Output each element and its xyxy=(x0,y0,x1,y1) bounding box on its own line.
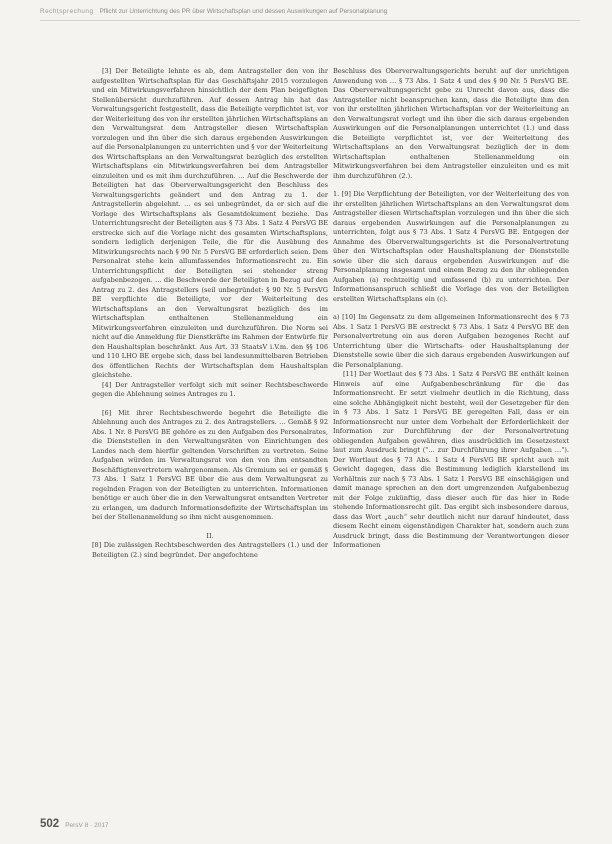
paragraph-10: a) [10] Im Gegensatz zu dem allgemeinen Informationsrecht des § 73 Abs. 1 Satz 1 PersVG BE erstreckt § 73 Abs. 1 Satz 4 PersVG BE den Personalvertretung ein aus deren Aufgaben bezogenes Recht auf Unterrichtung über die Wirtschafts- oder Haushaltsplanung der Dienststelle sowie über die sich daraus ergebenden Auswirkungen auf die Personalplanung. xyxy=(333,313,569,369)
paragraph-6: [6] Mit ihrer Rechtsbeschwerde begehrt die Beteiligte die Ablehnung auch des Antrages zu 2. des Antragstellers. … Gemäß § 92 Abs. 1 Nr. 8 PersVG BE gehöre es zu den Aufgaben des Personalrates, die Dienststellen in den Verwaltungsräten von Einrichtungen des Landes nach dem hierfür geltenden Vorschriften zu vertreten. Seine Aufgaben würden im Verwaltungsrat von den von ihm entsandten Beschäftigtenvertretern wahrgenommen. Als Gremium sei er gemäß § 73 Abs. 1 Satz 1 PersVG BE über die aus dem Verwaltungsrat zu regelnden Fragen von der Beteiligten zu unterrichten. Informationen benötige er auch über die in den Verwaltungsrat entsandten Vertreter zu erlangen, um dadurch Informationsdefizite der Wirtschaftsplan im bei der Stellenanmeldung so ihm nicht ausgenommen. xyxy=(92,408,328,521)
paragraph-11: [11] Der Wortlaut des § 73 Abs. 1 Satz 4 PersVG BE enthält keinen Hinweis auf eine Aufgabenbeschränkung für die das Informationsrecht. Er setzt vielmehr deutlich in die Richtung, dass eine solche Abhängigkeit nicht besteht, weil der Gesetzgeber für den in § 73 Abs. 1 Satz 1 PersVG BE geregelten Fall, dass er ein Informationsrecht nur unter dem Vorbehalt der Erforderlichkeit der Information zur Durchführung der der Personalvertretung obliegenden Aufgaben gewähren, dies ausdrücklich im Gesetzestext laut zum Ausdruck bringt ("… zur Durchführung ihrer Aufgaben …"). Der Wortlaut des § 73 Abs. 1 Satz 4 PersVG BE spricht auch mit Gewicht dagegen, dass die Bestimmung lediglich klarstellend im Verhältnis zur nach § 73 Abs. 1 Satz 1 PersVG BE einschlägigen und damit manage sprechen an den dort umgrenzenden Aufgabenbezug mit der Folge zukünftig, dass dieser auch für das hier in Rede stehende Informationsrecht gilt. Das ergibt sich insbesondere daraus, dass das Wort „auch“ sehr deutlich nicht nur darauf hindeutet, dass diesem Recht einem eigenständigen Charakter hat, sondern auch zum Ausdruck bringt, dass die Bestimmung der Verantwortungen dieser Informationen xyxy=(333,370,569,549)
paragraph-continued: Beschluss des Oberverwaltungsgerichts beruht auf der unrichtigen Anwendung von … § 73 Abs. 1 Satz 4 und des § 90 Nr. 5 PersVG BE. Das Oberverwaltungsgericht gebe zu Unrecht davon aus, dass die Antragsteller nicht beanspruchen kann, dass die Beteiligte ihm den von ihr erstellten jährlichen Wirtschaftsplan vor der Weiterleitung an den Verwaltungsrat vorlegt und ihn über die sich daraus ergebenden Auswirkungen auf die Personalplanungen unterrichtet (1.) und dass die Beteiligte verpflichtet ist, vor der Weiterleitung des Wirtschaftsplans an den Verwaltungsrat bezüglich der in dem Wirtschaftsplan enthaltenen Stellenanmeldung ein Mitwirkungsverfahren bei dem Antragsteller einzuleiten und es mit ihm durchzuführen (2.). xyxy=(333,67,569,180)
paragraph-8: [8] Die zulässigen Rechtsbeschwerden des Antragstellers (1.) und der Beteiligten (2.) sind begründet. Der angefochtene xyxy=(92,541,328,559)
running-header xyxy=(40,8,580,15)
paragraph-9: 1. [9] Die Verpflichtung der Beteiligten, vor der Weiterleitung des von ihr erstellten jährlichen Wirtschaftsplans an den Verwaltungsrat dem Antragsteller diesen Wirtschaftsplan vorzulegen und ihn über die sich daraus ergebenden Auswirkungen auf die Personalplanungen zu unterrichten, folgt aus § 73 Abs. 1 Satz 4 PersVG BE. Entgegen der Annahme des Oberverwaltungsgerichts ist die Personalvertretung über den Wirtschaftsplan oder Haushaltsplanung der Dienststelle sowie über die sich daraus ergebenden Auswirkungen auf die Personalplanung insgesamt und einem Bezug zu den ihr obliegenden Aufgaben (a) rechtzeitig und umfassend (b) zu unterrichten. Der Informationsanspruch schließt die Vorlage des von der Beteiligten erstellten Wirtschaftsplans ein (c). xyxy=(333,190,569,303)
section-heading: II. xyxy=(206,531,214,540)
header-section: Rechtsprechung xyxy=(40,8,94,15)
left-column xyxy=(92,67,328,560)
paragraph-3: [3] Der Beteiligte lehnte es ab, dem Antragsteller den von ihr aufgestellten Wirtschaftsplan für das Geschäftsjahr 2015 vorzulegen und ein Mitwirkungsverfahren hinsichtlich der dem Plan beigefügten Stellenübersicht durchzuführen. Auf dessen Antrag hin hat das Verwaltungsgericht festgestellt, dass die Beteiligte verpflichtet ist, vor der Weiterleitung des von ihr erstellten jährlichen Wirtschaftsplans an den Verwaltungsrat dem Antragsteller diesen Wirtschaftsplan vorzulegen und ihn über die sich daraus ergebenden Auswirkungen auf die Personalplanungen zu unterrichten und § vor der Weiterleitung des Wirtschaftsplans an den Verwaltungsrat bezüglich des erstellten Wirtschaftsplans ein Mitwirkungsverfahren bei dem Antragsteller einzuleiten und es mit ihm durchzuführen. … Auf die Beschwerde der Beteiligten hat das Oberverwaltungsgericht den Beschluss des Verwaltungsgerichts geändert und den Antrag zu 1. der Antragstellerin abgelehnt. … es sei unbegründet, da er sich auf die Vorlage des Wirtschaftsplans als Gesamtdokument beziehe. Das Unterrichtungsrecht der Beteiligten aus § 73 Abs. 1 Satz 4 PersVG BE erstrecke sich auf die Vorlage nicht des gesamten Wirtschaftsplans, sondern lediglich derjenigen Teile, die für die Ausübung des Mitwirkungsrechts nach § 90 Nr. 5 PersVG BE erforderlich seien. Dem Personalrat stehe kein allumfassendes Informationsrecht zu. Ein Unterrichtungspflicht der Beteiligten sei stehender streng aufgabenbezogen. … die Beschwerde der Beteiligten in Bezug auf den Antrag zu 2. des Antragstellers (seil unbegründet: § 90 Nr. 5 PersVG BE verpflichte die Beteiligte, vor der Weiterleitung des Wirtschaftsplans an den Verwaltungsrat bezüglich des im Wirtschaftsplan enthaltenen Stellenanmeldung ein Mitwirkungsverfahren einzuleiten und durchzuführen. Die Norm sei nicht auf die Anmeldung für Dienstkräfte im Rahmen der Entwürfe für den Haushaltsplan beschränkt. Aus Art. 33 StaatsV i.V.m. den §§ 106 und 110 LHO BE ergebe sich, dass bei landesunmittelbaren Betrieben des öffentlichen Rechts der Wirtschaftsplan dem Haushaltsplan gleichstehe. xyxy=(92,67,328,379)
journal-issue: PersV 8 · 2017 xyxy=(65,822,109,829)
header-title: Pflicht zur Unterrichtung des PR über Wirtschaftsplan und dessen Auswirkungen auf Personalplanung xyxy=(99,8,388,15)
paragraph-4: [4] Der Antragsteller verfolgt sich mit seiner Rechtsbeschwerde gegen die Ablehnung seines Antrages zu 1. xyxy=(92,380,328,398)
page-number: 502 xyxy=(40,818,60,830)
page-footer xyxy=(40,814,109,832)
right-column xyxy=(333,67,569,551)
header-rule xyxy=(40,20,580,21)
